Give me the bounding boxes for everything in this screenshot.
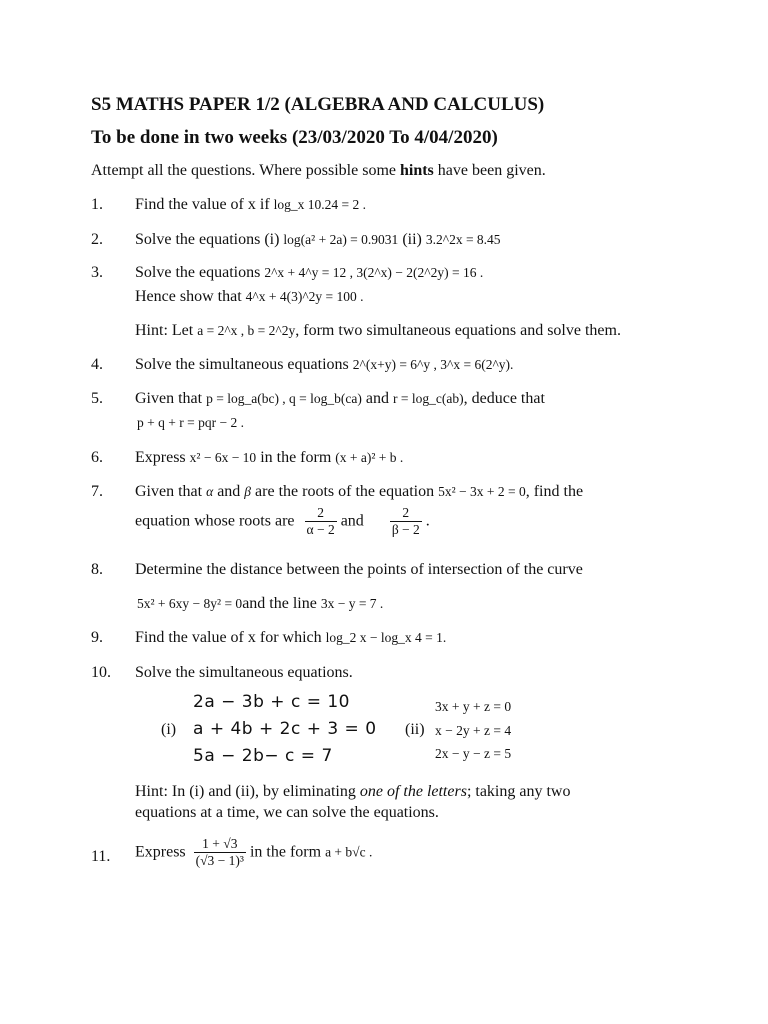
question-number: 11. bbox=[91, 848, 111, 865]
question-6 bbox=[135, 449, 403, 467]
question-math: 5x² + 6xy − 8y² = 0 bbox=[137, 596, 243, 611]
question-text: Express bbox=[135, 449, 186, 466]
question-math: 3.2^2x = 8.45 bbox=[425, 232, 501, 247]
question-1 bbox=[135, 196, 366, 214]
question-7-line2 bbox=[135, 505, 430, 538]
question-text: Find the value of x for which bbox=[135, 629, 322, 646]
question-text: Given that bbox=[135, 483, 203, 500]
question-7 bbox=[135, 483, 583, 501]
instruction bbox=[91, 162, 546, 180]
question-text: equation whose roots are bbox=[135, 512, 295, 530]
question-number: 4. bbox=[91, 356, 103, 373]
question-10-hint-line2: equations at a time, we can solve the equations. bbox=[135, 804, 439, 821]
question-8-line2 bbox=[137, 595, 383, 613]
question-number: 9. bbox=[91, 629, 103, 646]
question-text: (ii) bbox=[402, 231, 422, 248]
hint-text: ; taking any two bbox=[466, 783, 571, 800]
question-math: a + b√c . bbox=[325, 844, 373, 860]
question-math: x² − 6x − 10 bbox=[189, 450, 257, 465]
question-math: log_x 10.24 = 2 . bbox=[273, 197, 367, 212]
system-2-eq-2: x − 2y + z = 4 bbox=[435, 723, 512, 738]
hint-text: Hint: In (i) and (ii), by eliminating bbox=[135, 783, 360, 800]
question-11 bbox=[135, 836, 372, 869]
system-2-label: (ii) bbox=[405, 721, 425, 738]
question-text: Solve the simultaneous equations bbox=[135, 356, 349, 373]
alpha-symbol: α bbox=[206, 484, 214, 499]
question-text: Express bbox=[135, 843, 186, 861]
question-number: 2. bbox=[91, 231, 103, 248]
question-number: 5. bbox=[91, 390, 103, 407]
question-4 bbox=[135, 356, 513, 374]
question-math: r = log_c(ab) bbox=[393, 391, 464, 406]
question-10-hint bbox=[135, 783, 570, 801]
fraction bbox=[194, 836, 246, 869]
question-text: , deduce that bbox=[463, 390, 545, 407]
instruction-text: Attempt all the questions. Where possible some bbox=[91, 162, 400, 179]
fraction-denominator: β − 2 bbox=[391, 522, 420, 537]
question-text: and bbox=[217, 483, 241, 500]
fraction-numerator: 1 + √3 bbox=[194, 836, 246, 853]
question-math: 4^x + 4(3)^2y = 100 . bbox=[245, 289, 364, 304]
hint-text: , form two simultaneous equations and solve them. bbox=[295, 322, 621, 339]
hint-math: a = 2^x , b = 2^2y bbox=[197, 323, 296, 338]
question-text: are the roots of the equation bbox=[255, 483, 435, 500]
question-number: 3. bbox=[91, 264, 103, 281]
question-text: Solve the equations bbox=[135, 264, 261, 281]
question-10 bbox=[135, 664, 353, 682]
fraction-denominator: α − 2 bbox=[306, 522, 335, 537]
question-text: and the line bbox=[242, 595, 317, 612]
question-text: Given that bbox=[135, 390, 203, 407]
fraction bbox=[390, 505, 422, 538]
system-1-eq-1: 2a − 3b + c = 10 bbox=[193, 692, 350, 712]
question-8 bbox=[135, 561, 583, 579]
question-text: in the form bbox=[260, 449, 332, 466]
question-math: p = log_a(bc) , q = log_b(ca) bbox=[206, 391, 362, 406]
question-math: (x + a)² + b . bbox=[335, 450, 404, 465]
question-math: log(a² + 2a) = 0.9031 bbox=[283, 232, 399, 247]
instruction-text-end: have been given. bbox=[433, 162, 546, 179]
page-title: S5 MATHS PAPER 1/2 (ALGEBRA AND CALCULUS) bbox=[91, 94, 545, 115]
system-1-eq-3: 5a − 2b− c = 7 bbox=[193, 746, 333, 766]
system-1-eq-2: a + 4b + 2c + 3 = 0 bbox=[193, 719, 377, 739]
question-text: Determine the distance between the points of intersection of the curve bbox=[135, 561, 583, 578]
question-text: and bbox=[340, 512, 364, 530]
fraction-denominator: (√3 − 1)³ bbox=[195, 853, 244, 868]
hint-text: Hint: Let bbox=[135, 322, 194, 339]
question-5-line2 bbox=[137, 414, 244, 432]
question-text: Solve the simultaneous equations. bbox=[135, 664, 353, 681]
question-number: 7. bbox=[91, 483, 103, 500]
system-2-eq-1: 3x + y + z = 0 bbox=[435, 699, 512, 714]
question-3 bbox=[135, 264, 483, 282]
question-text: and bbox=[365, 390, 390, 407]
fraction-numerator: 2 bbox=[390, 505, 422, 522]
question-math: 3x − y = 7 . bbox=[320, 596, 384, 611]
question-number: 6. bbox=[91, 449, 103, 466]
question-text: Find the value of x if bbox=[135, 196, 270, 213]
question-text: in the form bbox=[249, 843, 322, 861]
fraction bbox=[305, 505, 337, 538]
system-2-eq-3: 2x − y − z = 5 bbox=[435, 746, 512, 761]
question-number: 10. bbox=[91, 664, 111, 681]
question-text: Solve the equations (i) bbox=[135, 231, 280, 248]
question-5 bbox=[135, 390, 545, 408]
question-3-hint bbox=[135, 322, 621, 340]
question-math: log_2 x − log_x 4 = 1. bbox=[325, 630, 447, 645]
question-math: 5x² − 3x + 2 = 0 bbox=[438, 484, 526, 499]
question-math: p + q + r = pqr − 2 . bbox=[137, 415, 244, 430]
question-3-line2 bbox=[135, 288, 364, 306]
question-number: 1. bbox=[91, 196, 103, 213]
beta-symbol: β bbox=[244, 484, 252, 499]
instruction-bold: hints bbox=[399, 162, 434, 179]
question-text: , find the bbox=[525, 483, 584, 500]
fraction-numerator: 2 bbox=[305, 505, 337, 522]
question-2 bbox=[135, 231, 501, 249]
question-number: 8. bbox=[91, 561, 103, 578]
question-text: Hence show that bbox=[135, 288, 242, 305]
hint-italic: one of the letters bbox=[359, 783, 467, 800]
system-1-label: (i) bbox=[161, 721, 177, 738]
question-9 bbox=[135, 629, 446, 647]
question-math: 2^(x+y) = 6^y , 3^x = 6(2^y). bbox=[352, 357, 514, 372]
question-math: 2^x + 4^y = 12 , 3(2^x) − 2(2^2y) = 16 . bbox=[264, 265, 484, 280]
question-text: . bbox=[425, 512, 430, 530]
page-subtitle: To be done in two weeks (23/03/2020 To 4/04/2020) bbox=[91, 127, 498, 148]
